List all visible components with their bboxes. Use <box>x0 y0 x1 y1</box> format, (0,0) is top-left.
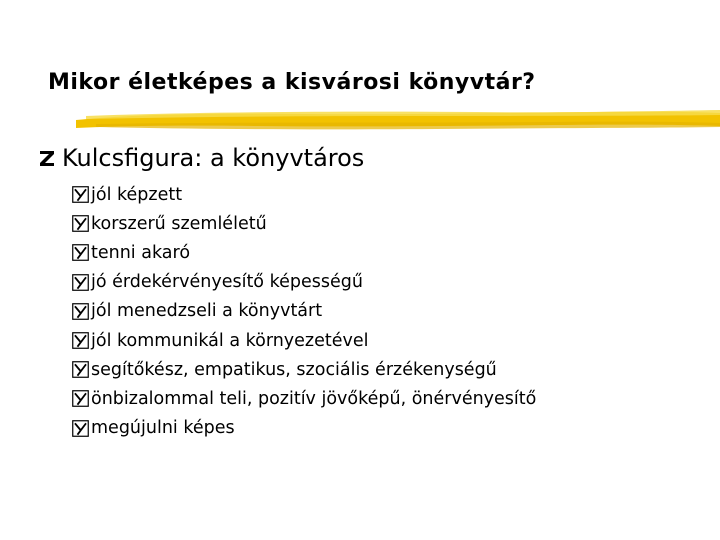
y-bullet-icon <box>72 215 89 232</box>
y-bullet-icon <box>72 420 89 437</box>
list-item <box>72 355 536 384</box>
list-item-text: jól kommunikál a környezetével <box>91 330 369 351</box>
main-bullet-text: Kulcsfigura: a könyvtáros <box>62 144 365 172</box>
list-item-text: jó érdekérvényesítő képességű <box>91 272 363 293</box>
slide-title: Mikor életképes a kisvárosi könyvtár? <box>48 70 536 95</box>
sub-bullet-list <box>72 180 536 443</box>
list-item <box>72 180 536 209</box>
list-item <box>72 326 536 355</box>
y-bullet-icon <box>72 186 89 203</box>
y-bullet-icon <box>72 274 89 291</box>
y-bullet-icon <box>72 332 89 349</box>
main-bullet <box>36 144 364 172</box>
list-item <box>72 297 536 326</box>
z-bullet-icon <box>36 147 58 169</box>
y-bullet-icon <box>72 303 89 320</box>
list-item-text: jól menedzseli a könyvtárt <box>91 301 323 322</box>
y-bullet-icon <box>72 390 89 407</box>
list-item-text: segítőkész, empatikus, szociális érzékenységű <box>91 359 497 380</box>
list-item <box>72 268 536 297</box>
list-item-text: önbizalommal teli, pozitív jövőképű, önérvényesítő <box>91 388 537 409</box>
y-bullet-icon <box>72 361 89 378</box>
list-item <box>72 209 536 238</box>
list-item <box>72 384 536 413</box>
list-item-text: tenni akaró <box>91 242 191 263</box>
y-bullet-icon <box>72 244 89 261</box>
list-item-text: megújulni képes <box>91 418 235 439</box>
title-underline-brushstroke <box>76 104 720 134</box>
list-item <box>72 414 536 443</box>
list-item <box>72 238 536 267</box>
list-item-text: jól képzett <box>91 184 183 205</box>
list-item-text: korszerű szemléletű <box>91 213 267 234</box>
